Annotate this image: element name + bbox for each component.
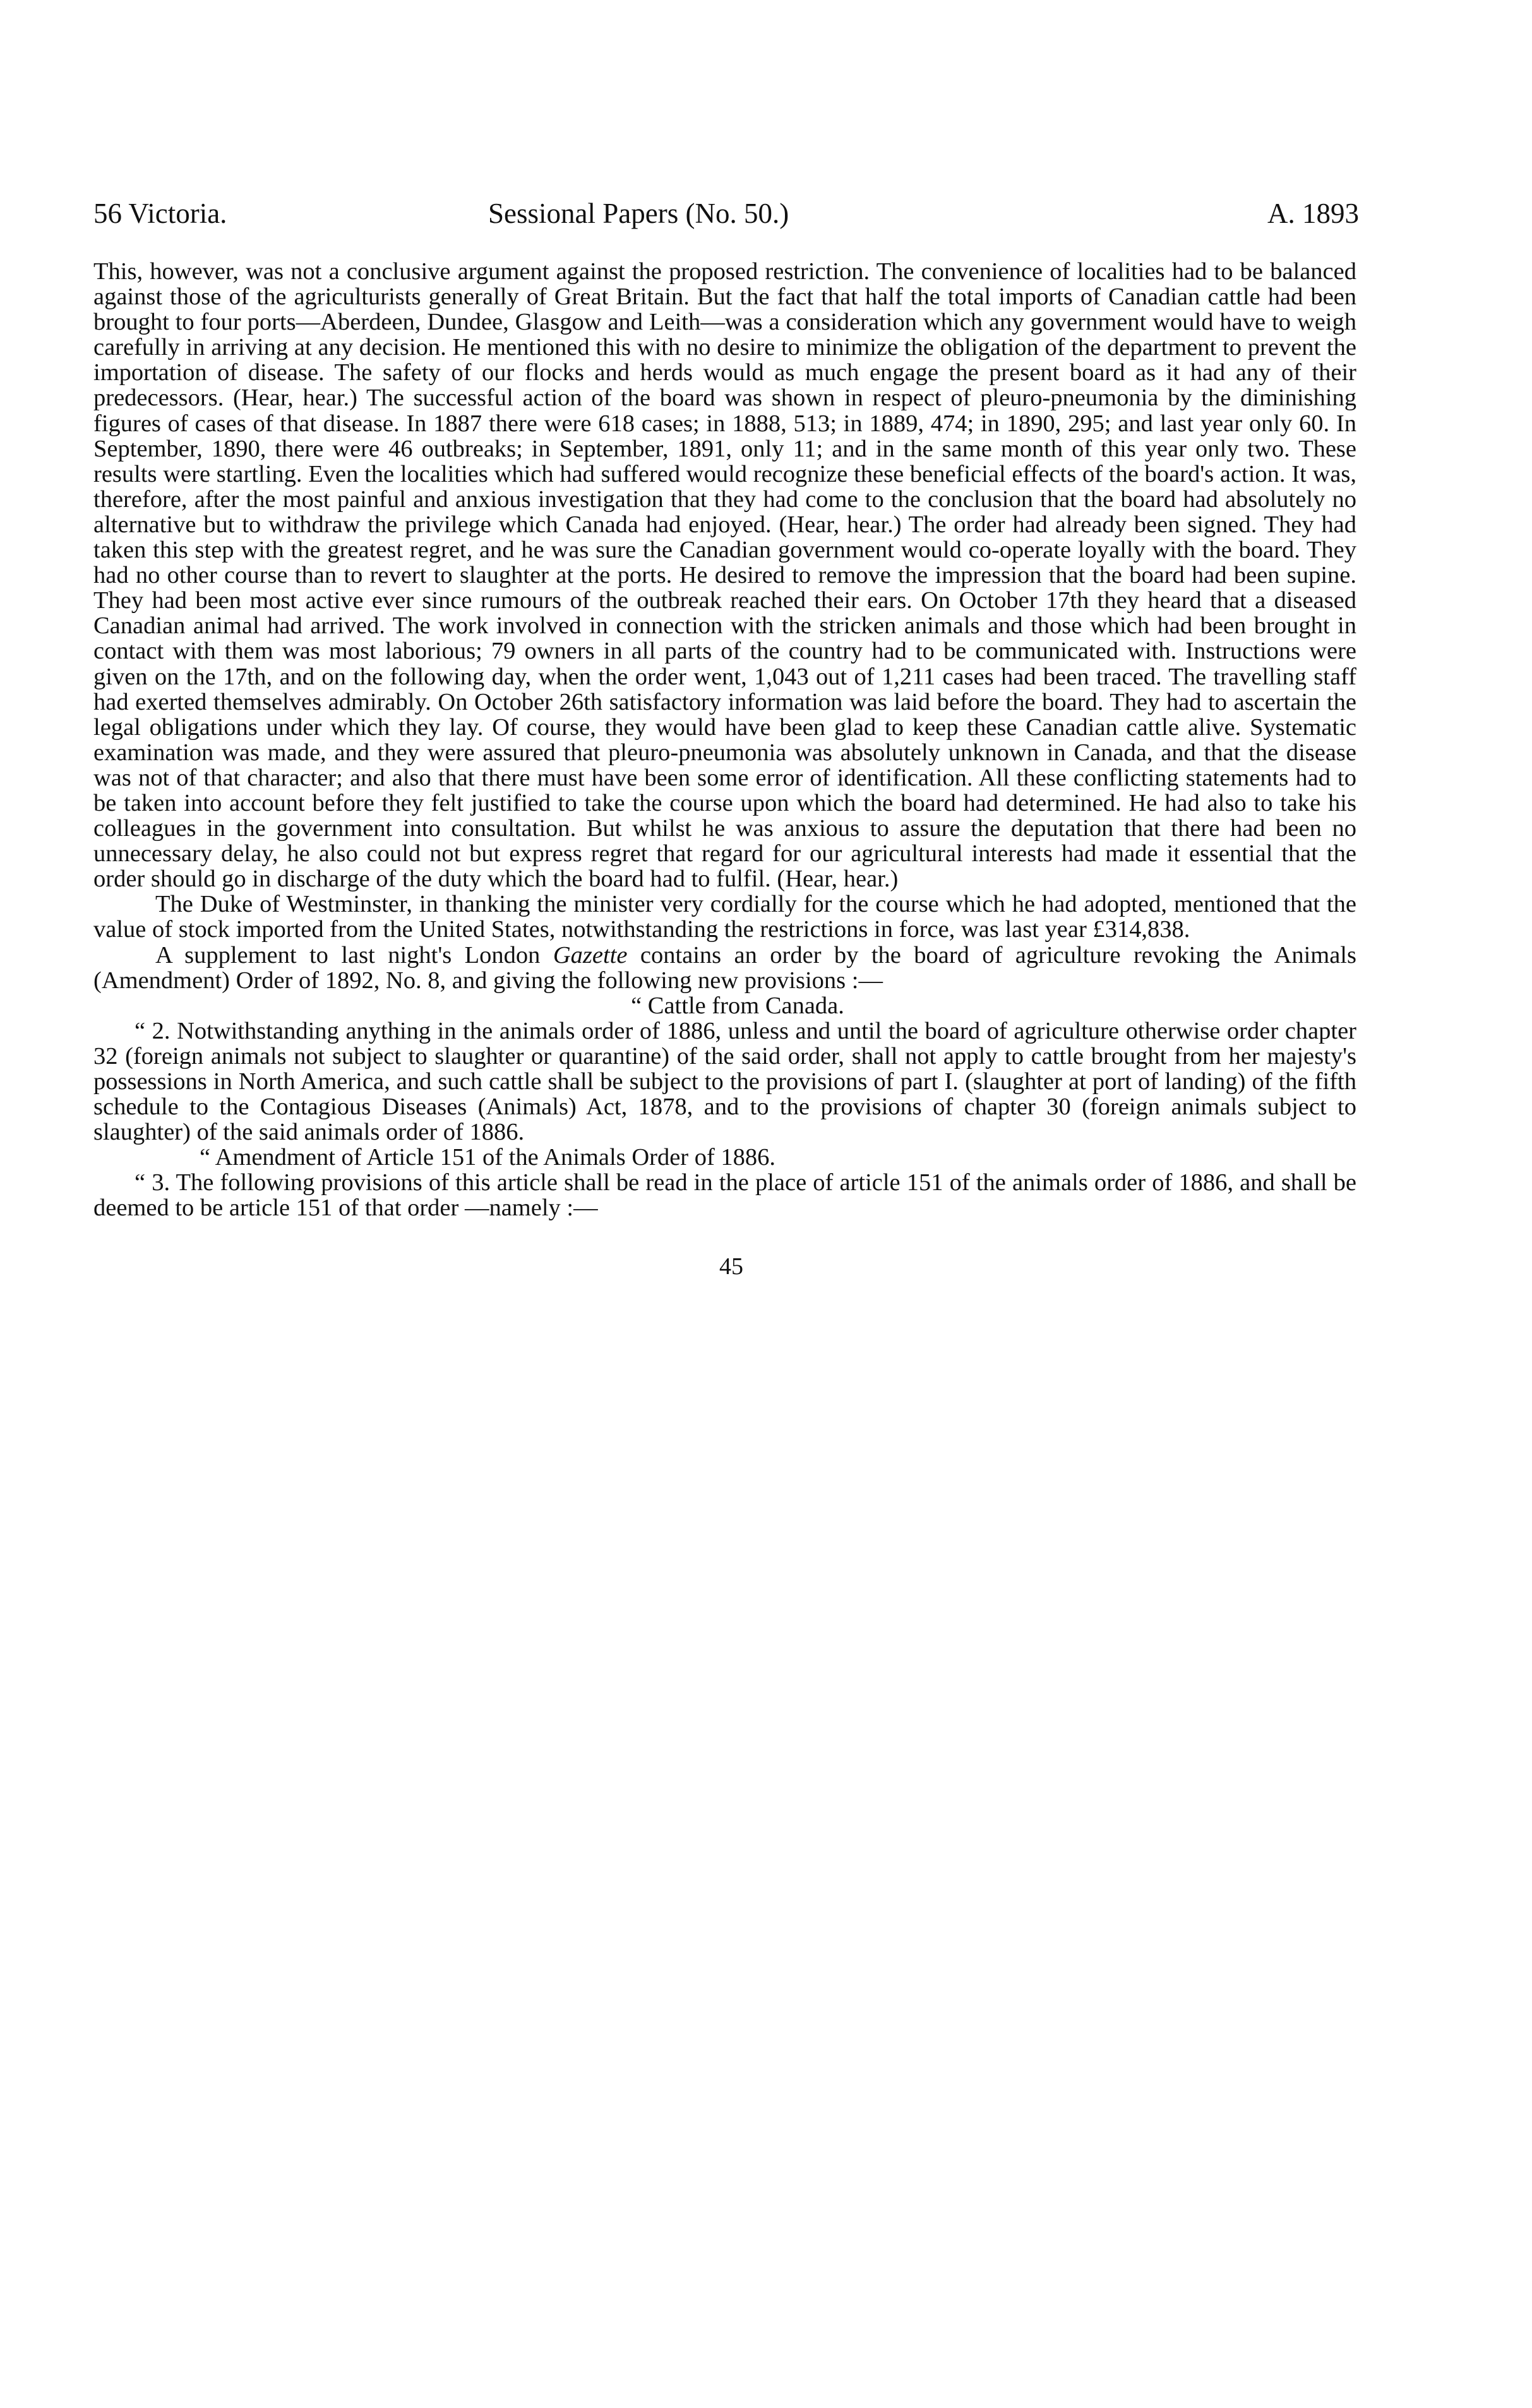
header-year: A. 1893: [1267, 198, 1359, 229]
body-text: [93, 259, 1356, 1221]
paragraph-speech: This, however, was not a conclusive argument against the proposed restriction. The convenience of localities had to be balanced against those of the agriculturists generally of Great Britain. But the fact that half the total imports of Canadian cattle had been brought to four ports—Aberdeen, Dundee, Glasgow and Leith—was a consideration which any government would have to weigh carefully in arriving at any decision. He mentioned this with no desire to minimize the obligation of the department to prevent the importation of disease. The safety of our flocks and herds would as much engage the present board as it had any of their predecessors. (Hear, hear.) The successful action of the board was shown in respect of pleuro-pneumonia by the diminishing figures of cases of that disease. In 1887 there were 618 cases; in 1888, 513; in 1889, 474; in 1890, 295; and last year only 60. In September, 1890, there were 46 outbreaks; in September, 1891, only 11; and in the same month of this year only two. These results were startling. Even the localities which had suffered would recognize these beneficial effects of the board's action. It was, therefore, after the most painful and anxious investigation that they had come to the conclusion that the board had absolutely no alternative but to withdraw the privilege which Canada had enjoyed. (Hear, hear.) The order had already been signed. They had taken this step with the greatest regret, and he was sure the Canadian government would co-operate loyally with the board. They had no other course than to revert to slaughter at the ports. He desired to remove the impression that the board had been supine. They had been most active ever since rumours of the outbreak reached their ears. On October 17th they heard that a diseased Canadian animal had arrived. The work involved in connection with the stricken animals and those which had been brought in contact with them was most laborious; 79 owners in all parts of the country had to be communicated with. Instructions were given on the 17th, and on the following day, when the order went, 1,043 out of 1,211 cases had been traced. The travelling staff had exerted themselves admirably. On October 26th satisfactory information was laid before the board. They had to ascertain the legal obligations under which they lay. Of course, they would have been glad to keep these Canadian cattle alive. Systematic examination was made, and they were assured that pleuro-pneumonia was absolutely unknown in Canada, and that the disease was not of that character; and also that there must have been some error of identification. All these conflicting statements had to be taken into account before they felt justified to take the course upon which the board had determined. He had also to take his colleagues in the government into consultation. But whilst he was anxious to assure the deputation that there had been no unnecessary delay, he also could not but express regret that regard for our agricultural interests had made it essential that the order should go in discharge of the duty which the board had to fulfil. (Hear, hear.): [93, 258, 1356, 893]
section-heading-cattle: “ Cattle from Canada.: [631, 992, 844, 1019]
paragraph-provision-2: “ 2. Notwithstanding anything in the animals order of 1886, unless and until the board of agriculture otherwise order chapter 32 (foreign animals not subject to slaughter or quarantine) of the said order, shall not apply to cattle brought from her majesty's possessions in North America, and such cattle shall be subject to the provisions of part I. (slaughter at port of landing) of the fifth schedule to the Contagious Diseases (Animals) Act, 1878, and to the provisions of chapter 30 (foreign animals subject to slaughter) of the said animals order of 1886.: [93, 1017, 1356, 1146]
page-header: [93, 197, 1359, 235]
section-heading-amendment: “ Amendment of Article 151 of the Animals Order of 1886.: [200, 1144, 776, 1171]
document-page: [93, 197, 1359, 1280]
paragraph-gazette: A supplement to last night's London Gazette contains an order by the board of agriculture revoking the Animals (Amendment) Order of 1892, No. 8, and giving the following new provisions :—: [93, 941, 1356, 994]
gazette-title: Gazette: [553, 941, 628, 969]
paragraph-provision-3: “ 3. The following provisions of this article shall be read in the place of article 151 of the animals order of 1886, and shall be deemed to be article 151 of that order —namely :—: [93, 1169, 1356, 1222]
header-session: 56 Victoria.: [93, 198, 227, 229]
page-number: 45: [719, 1253, 743, 1280]
paragraph-duke: The Duke of Westminster, in thanking the minister very cordially for the course which he had adopted, mentioned that the value of stock imported from the United States, notwithstanding the restrictions in force, was last year £314,838.: [93, 891, 1356, 943]
header-title: Sessional Papers (No. 50.): [488, 198, 789, 229]
